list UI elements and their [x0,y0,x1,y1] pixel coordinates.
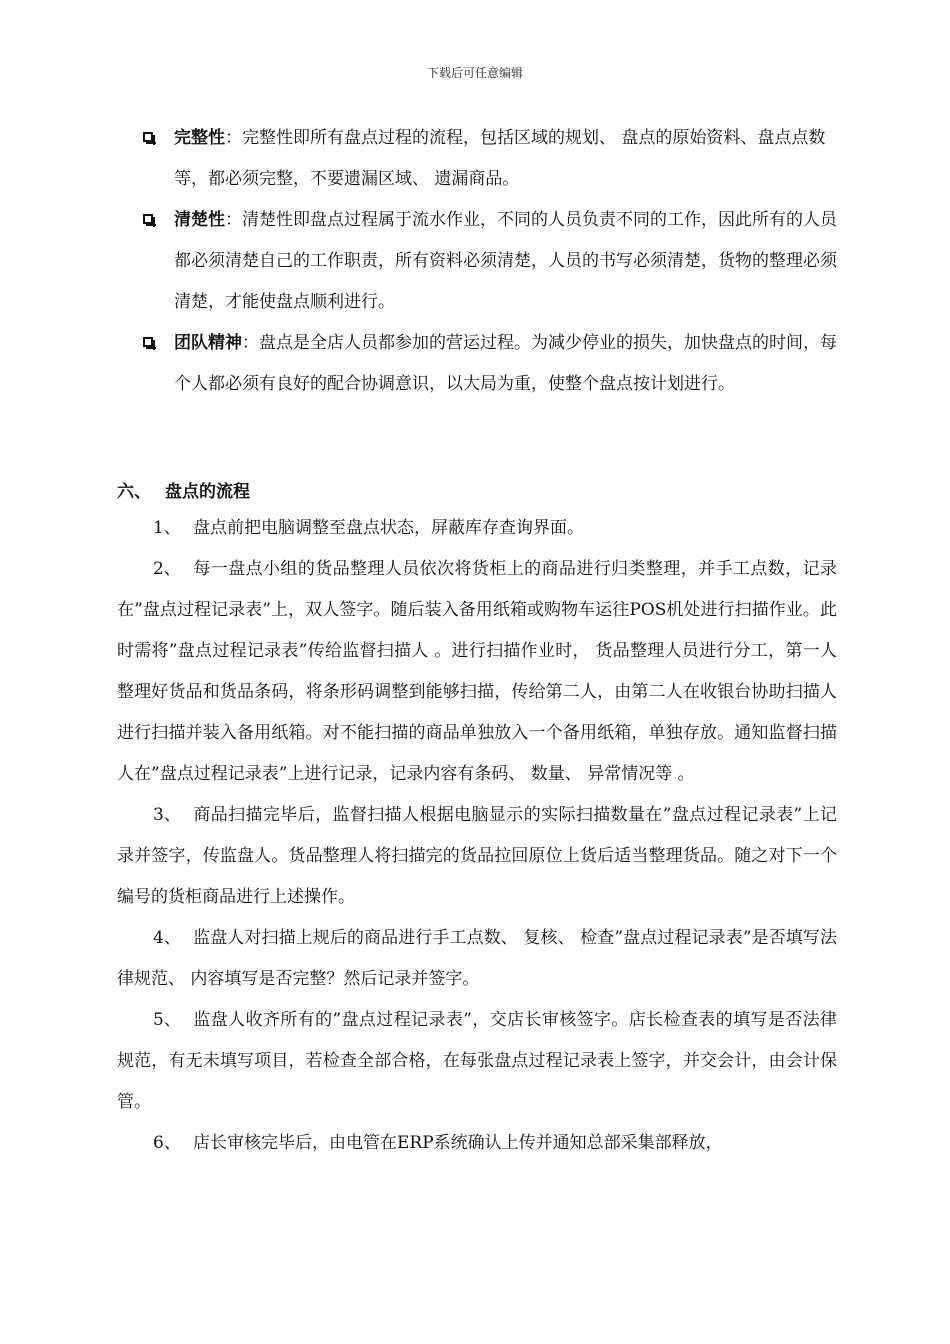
section-heading [117,477,250,502]
checkbox-bullet-icon [143,214,153,224]
section-number: 六、 [117,482,151,502]
step-paragraph [117,1000,837,1123]
step-text: 监盘人对扫描上规后的商品进行手工点数、 复核、 检查”盘点过程记录表”是否填写法律规范、 内容填写是否完整？然后记录并签字。 [117,928,837,989]
page-header: 下载后可任意编辑 [426,66,523,80]
principles-list [143,118,843,405]
bullet-term: 团队精神 [174,333,242,353]
list-item [143,323,843,405]
bullet-term: 清楚性 [174,210,225,230]
step-paragraph [117,1123,837,1164]
step-text: 商品扫描完毕后，监督扫描人根据电脑显示的实际扫描数量在”盘点过程记录表”上记录并签字，传监盘人。货品整理人将扫描完的货品拉回原位上货后适当整理货品。随之对下一个编号的货柜商品进行上述操作。 [117,805,837,907]
step-text: 盘点前把电脑调整至盘点状态，屏蔽库存查询界面。 [193,518,584,538]
step-text: 监盘人收齐所有的”盘点过程记录表”，交店长审核签字。店长检查表的填写是否法律规范，有无未填写项目，若检查全部合格，在每张盘点过程记录表上签字，并交会计，由会计保管。 [117,1010,837,1112]
step-number: 2、 [153,559,181,579]
section-title: 盘点的流程 [165,482,250,502]
bullet-text: ：清楚性即盘点过程属于流水作业，不同的人员负责不同的工作，因此所有的人员都必须清楚自己的工作职责，所有资料必须清楚，人员的书写必须清楚，货物的整理必须清楚，才能使盘点顺利进行。 [174,210,837,312]
process-steps [117,508,837,1164]
bullet-text: ：盘点是全店人员都参加的营运过程。为减少停业的损失，加快盘点的时间，每个人都必须有良好的配合协调意识，以大局为重，使整个盘点按计划进行。 [174,333,837,394]
list-item [143,118,843,200]
checkbox-bullet-icon [143,132,153,142]
step-text: 店长审核完毕后，由电管在ERP系统确认上传并通知总部采集部释放， [193,1133,723,1153]
list-item [143,200,843,323]
step-number: 1、 [153,518,181,538]
step-paragraph [117,918,837,1000]
step-paragraph [117,508,837,549]
step-number: 4、 [153,928,181,948]
step-paragraph [117,549,837,795]
step-text: 每一盘点小组的货品整理人员依次将货柜上的商品进行归类整理，并手工点数，记录在”盘点过程记录表”上，双人签字。随后装入备用纸箱或购物车运往POS机处进行扫描作业。此时需将”盘点过程记录表”传给监督扫描人 。进行扫描作业时， 货品整理人员进行分工，第一人整理好货品和货品条码，将条形码调整到能够扫描，传给第二人，由第二人在收银台协助扫描人进行扫描并装入备用纸箱。对不能扫描的商品单独放入一个备用纸箱，单独存放。通知监督扫描人在”盘点过程记录表”上进行记录，记录内容有条码、 数量、 异常情况等 。 [117,559,837,784]
step-number: 3、 [153,805,181,825]
bullet-text: ：完整性即所有盘点过程的流程，包括区域的规划、 盘点的原始资料、盘点点数等，都必须完整，不要遗漏区域、 遗漏商品。 [174,128,826,189]
step-number: 5、 [153,1010,181,1030]
bullet-term: 完整性 [174,128,225,148]
step-number: 6、 [153,1133,181,1153]
checkbox-bullet-icon [143,337,153,347]
step-paragraph [117,795,837,918]
